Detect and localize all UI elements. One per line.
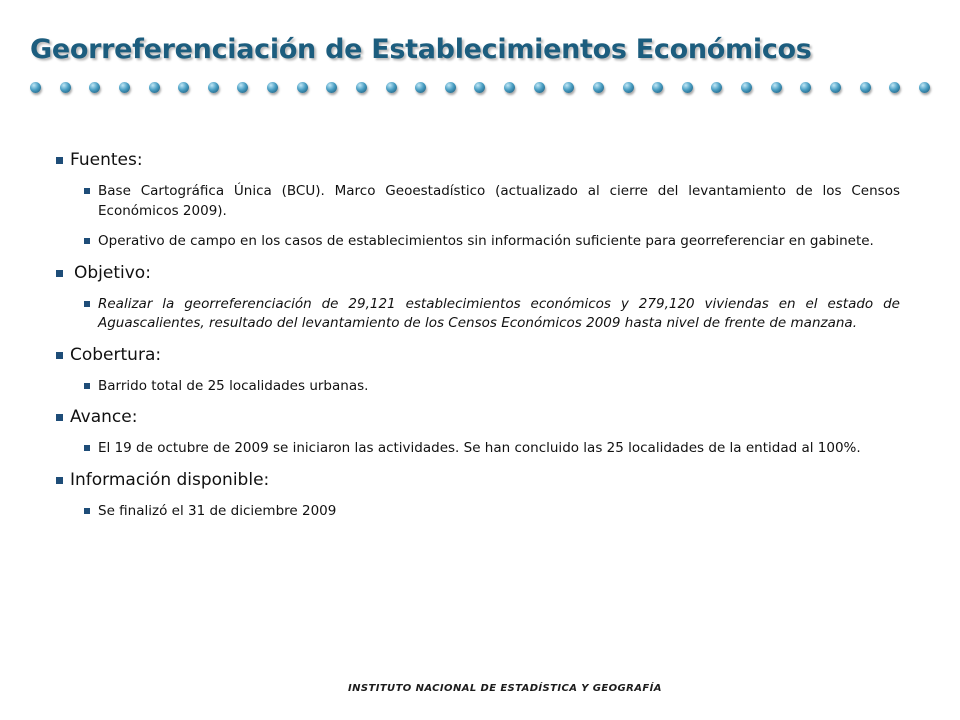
section-heading-fuentes — [56, 150, 900, 170]
divider-dot-icon — [771, 82, 782, 93]
list-item — [56, 502, 900, 522]
divider-dot-icon — [237, 82, 248, 93]
divider-dot-icon — [652, 82, 663, 93]
heading-text: Cobertura: — [70, 344, 162, 365]
divider-dot-icon — [623, 82, 634, 93]
divider-dot-icon — [830, 82, 841, 93]
divider-dot-icon — [267, 82, 278, 93]
divider-dot-icon — [178, 82, 189, 93]
square-bullet-icon — [56, 414, 63, 421]
slide-content — [56, 150, 900, 532]
heading-text: Objetivo: — [74, 262, 151, 283]
square-bullet-icon — [84, 508, 90, 514]
square-bullet-icon — [56, 477, 63, 484]
divider-dot-icon — [386, 82, 397, 93]
item-text: Barrido total de 25 localidades urbanas. — [98, 377, 369, 394]
divider-dot-icon — [415, 82, 426, 93]
square-bullet-icon — [84, 238, 90, 244]
heading-text: Información disponible: — [70, 469, 270, 490]
divider-dot-icon — [89, 82, 100, 93]
divider-dot-icon — [800, 82, 811, 93]
divider-dot-icon — [860, 82, 871, 93]
heading-text: Fuentes: — [70, 150, 143, 170]
square-bullet-icon — [84, 383, 90, 389]
section-heading-informacion — [56, 470, 900, 490]
divider-dot-icon — [297, 82, 308, 93]
item-text: Se finalizó el 31 de diciembre 2009 — [98, 502, 337, 519]
list-item — [56, 232, 900, 252]
divider-dot-icon — [149, 82, 160, 93]
divider-dot-icon — [208, 82, 219, 93]
square-bullet-icon — [56, 270, 63, 277]
list-item — [56, 295, 900, 334]
divider-dot-icon — [889, 82, 900, 93]
divider-dot-icon — [534, 82, 545, 93]
divider-dot-icon — [356, 82, 367, 93]
item-text: Base Cartográfica Única (BCU). Marco Geoestadístico (actualizado al cierre del levantamiento de los Censos Económicos 2009). — [98, 183, 900, 219]
divider-dot-icon — [711, 82, 722, 93]
list-item — [56, 377, 900, 397]
section-heading-cobertura — [56, 345, 900, 365]
square-bullet-icon — [84, 445, 90, 451]
divider-dot-icon — [504, 82, 515, 93]
square-bullet-icon — [56, 352, 63, 359]
item-text: Operativo de campo en los casos de establecimientos sin información suficiente para georreferenciar en gabinete. — [98, 233, 874, 249]
slide-title: Georreferenciación de Establecimientos Económicos — [30, 34, 812, 65]
item-text: El 19 de octubre de 2009 se iniciaron las actividades. Se han concluido las 25 localidades de la entidad al 100%. — [98, 440, 861, 456]
divider-dot-icon — [563, 82, 574, 93]
square-bullet-icon — [56, 157, 63, 164]
dotted-divider — [30, 78, 930, 96]
divider-dot-icon — [593, 82, 604, 93]
list-item — [56, 439, 900, 459]
divider-dot-icon — [474, 82, 485, 93]
divider-dot-icon — [682, 82, 693, 93]
item-text: Realizar la georreferenciación de 29,121 establecimientos económicos y 279,120 viviendas en el estado de Aguascalientes, resultado del levantamiento de los Censos Económicos 2009 hasta nivel de frente de manzana. — [98, 295, 900, 331]
divider-dot-icon — [30, 82, 41, 93]
divider-dot-icon — [326, 82, 337, 93]
section-heading-avance — [56, 407, 900, 427]
divider-dot-icon — [919, 82, 930, 93]
square-bullet-icon — [84, 301, 90, 307]
divider-dot-icon — [60, 82, 71, 93]
list-item — [56, 182, 900, 221]
heading-text: Avance: — [70, 407, 138, 427]
footer-institution: INSTITUTO NACIONAL DE ESTADÍSTICA Y GEOGRAFÍA — [348, 683, 662, 694]
square-bullet-icon — [84, 188, 90, 194]
divider-dot-icon — [119, 82, 130, 93]
divider-dot-icon — [741, 82, 752, 93]
divider-dot-icon — [445, 82, 456, 93]
section-heading-objetivo — [56, 263, 900, 283]
